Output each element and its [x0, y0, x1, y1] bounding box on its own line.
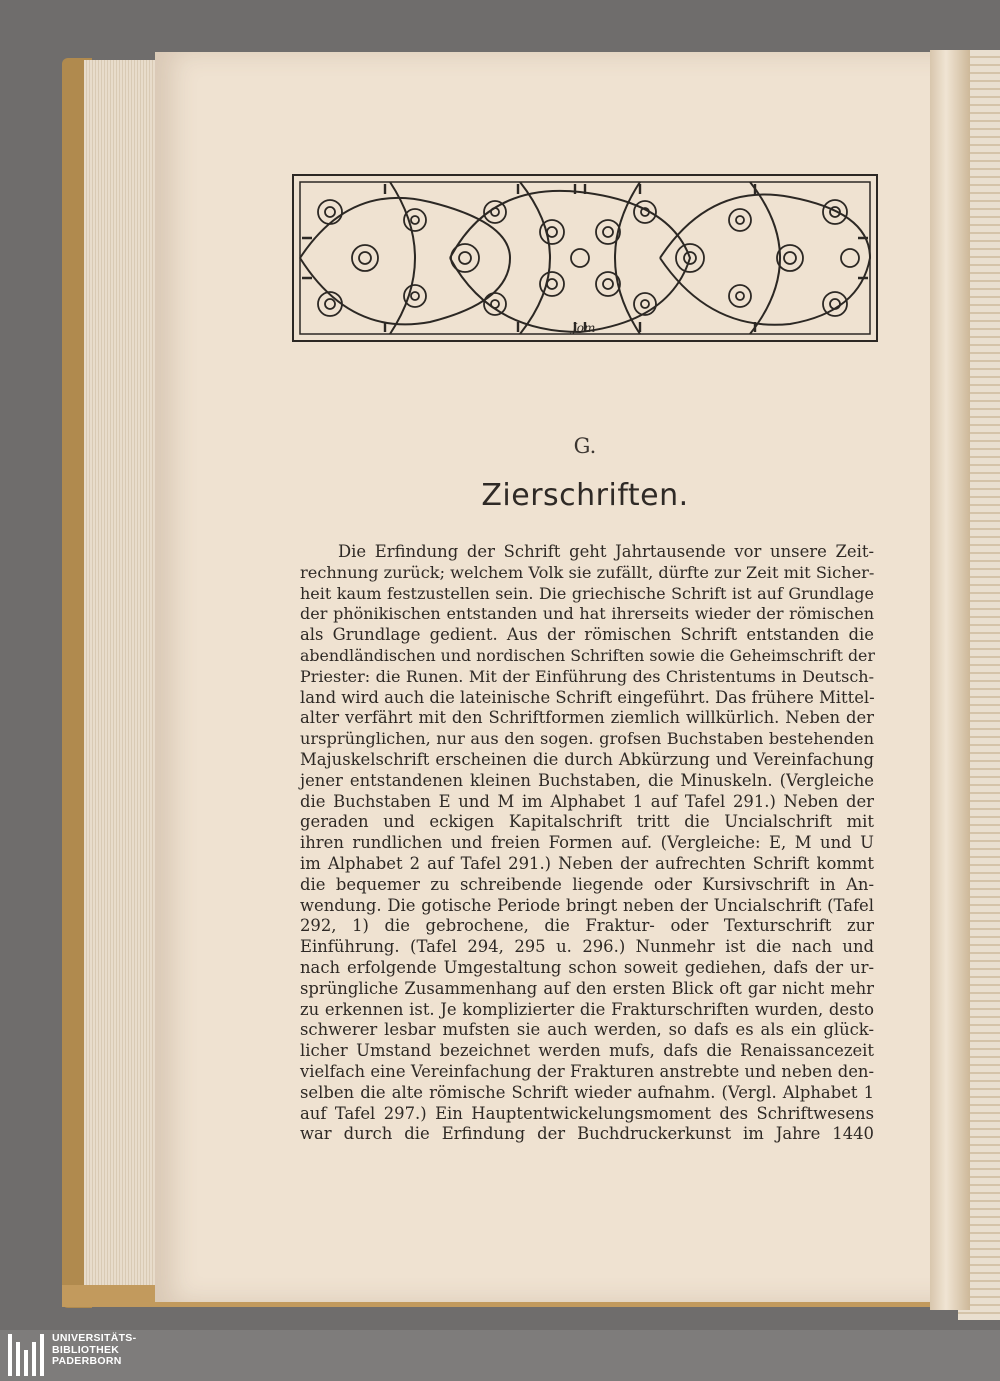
wrought-iron-ornament	[290, 172, 880, 344]
logo-line-1: UNIVERSITÄTS-	[52, 1332, 137, 1344]
text-line: Einführung. (Tafel 294, 295 u. 296.) Nunmehr ist die nach und	[300, 937, 874, 957]
body-paragraph	[300, 542, 874, 1145]
text-line: Die Erfindung der Schrift geht Jahrtausende vor unsere Zeit-	[338, 542, 874, 561]
text-line: als Grundlage gedient. Aus der römischen Schrift entstanden die	[300, 625, 874, 645]
section-title: Zierschriften.	[481, 478, 689, 513]
text-line: licher Umstand bezeichnet werden mufs, dafs die Renaissancezeit	[300, 1041, 874, 1061]
page-stack-edge	[84, 60, 164, 1300]
text-line: auf Tafel 297.) Ein Hauptentwickelungsmoment des Schriftwesens	[300, 1103, 874, 1123]
text-line: vielfach eine Vereinfachung der Frakturen anstrebte und neben den-	[300, 1061, 874, 1081]
text-line: jener entstandenen kleinen Buchstaben, die Minuskeln. (Vergleiche	[300, 770, 874, 790]
text-line: die bequemer zu schreibende liegende oder Kursivschrift in An-	[300, 874, 874, 894]
logo-line-3: PADERBORN	[52, 1355, 122, 1367]
library-logo-icon	[8, 1334, 46, 1376]
ornament-signature: Jom	[572, 321, 596, 335]
text-line: alter verfährt mit den Schriftformen ziemlich willkürlich. Neben der	[300, 708, 874, 728]
text-line: sprüngliche Zusammenhang auf den ersten Blick oft gar nicht mehr	[300, 978, 874, 998]
text-line: war durch die Erfindung der Buchdruckerkunst im Jahre 1440	[300, 1124, 874, 1144]
text-line: Priester: die Runen. Mit der Einführung des Christentums in Deutsch-	[300, 666, 874, 686]
text-line: 292, 1) die gebrochene, die Fraktur- oder Texturschrift zur	[300, 916, 874, 936]
text-line: ursprünglichen, nur aus den sogen. grofsen Buchstaben bestehenden	[300, 729, 874, 749]
text-line: land wird auch die lateinische Schrift eingeführt. Das frühere Mittel-	[300, 687, 875, 707]
text-line: wendung. Die gotische Periode bringt neben der Uncialschrift (Tafel	[300, 895, 874, 915]
text-line: abendländischen und nordischen Schriften sowie die Geheimschrift der	[300, 645, 875, 665]
text-line: der phönikischen entstanden und hat ihrerseits wieder der römischen	[300, 604, 874, 624]
text-line: schwerer lesbar mufsten sie auch werden, so dafs es als ein glück-	[300, 1020, 874, 1040]
text-line: die Buchstaben E und M im Alphabet 1 auf Tafel 291.) Neben der	[300, 791, 874, 811]
text-line: im Alphabet 2 auf Tafel 291.) Neben der aufrechten Schrift kommt	[300, 853, 874, 873]
text-line: geraden und eckigen Kapitalschrift tritt die Uncialschrift mit	[300, 812, 874, 832]
text-line: selben die alte römische Schrift wieder aufnahm. (Vergl. Alphabet 1	[300, 1082, 874, 1102]
text-line: rechnung zurück; welchem Volk sie zufällt, dürfte zur Zeit mit Sicher-	[300, 562, 875, 582]
footer-bar	[0, 1330, 1000, 1381]
library-logo-text	[52, 1333, 136, 1368]
text-line: nach erfolgende Umgestaltung schon soweit gediehen, dafs der ur-	[300, 957, 874, 977]
text-line: zu erkennen ist. Je komplizierter die Frakturschriften wurden, desto	[300, 999, 874, 1019]
section-letter: G.	[573, 434, 597, 458]
logo-line-2: BIBLIOTHEK	[52, 1343, 120, 1356]
page-gutter	[930, 50, 970, 1310]
text-line: heit kaum festzustellen sein. Die griechische Schrift ist auf Grundlage	[300, 583, 874, 603]
text-line: ihren rundlichen und freien Formen auf. (Vergleiche: E, M und U	[300, 833, 874, 853]
text-line: Majuskelschrift erscheinen die durch Abkürzung und Vereinfachung	[300, 749, 874, 769]
